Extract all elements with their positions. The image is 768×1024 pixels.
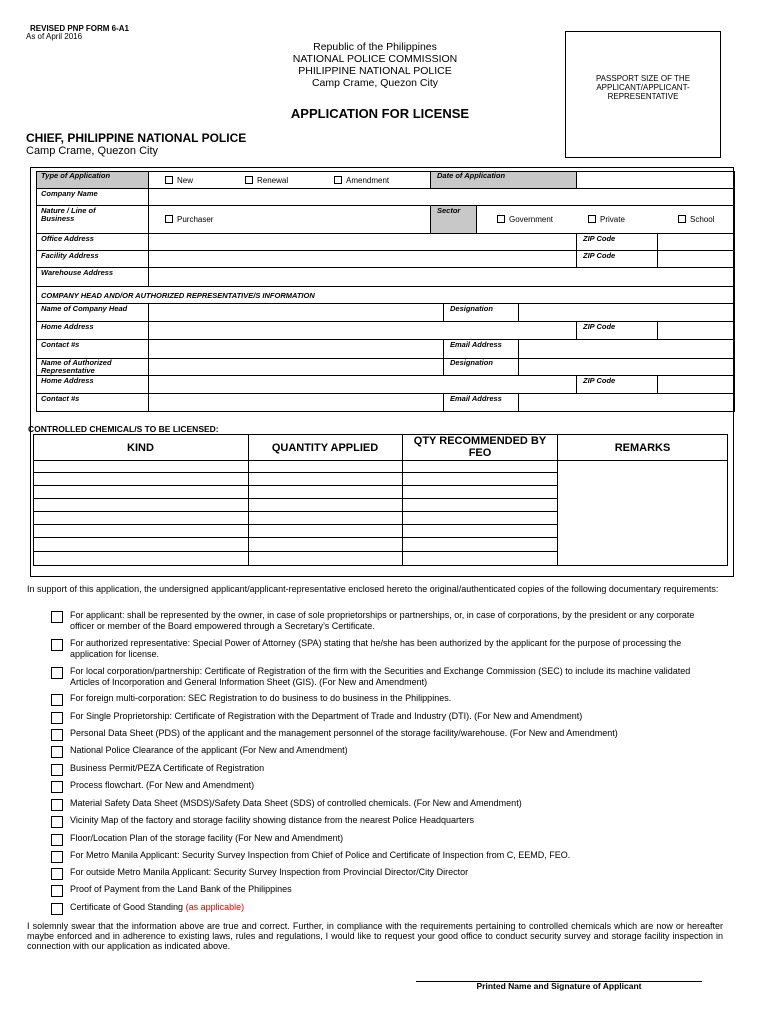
rep-email-label: Email Address [450,394,502,403]
chemicals-header-quantity: QUANTITY APPLIED [271,442,379,454]
requirement-checkbox[interactable] [51,903,63,915]
type-new-checkbox[interactable]: New [165,176,193,186]
company-head-name-label: Name of Company Head [41,304,128,313]
signature-label: Printed Name and Signature of Applicant [476,981,642,991]
rep-contact-input[interactable] [148,393,444,412]
type-renewal-checkbox[interactable]: Renewal [245,176,288,186]
requirement-text: For outside Metro Manila Applicant: Security Survey Inspection from Provincial Director/City Director [70,867,469,877]
company-name-label: Company Name [41,189,98,198]
warehouse-address-label: Warehouse Address [41,268,114,277]
office-address-label: Office Address [41,234,94,243]
requirement-text: Personal Data Sheet (PDS) of the applicant and the management personnel of the storage facility/warehouse. (For New and Amendment) [70,728,618,738]
requirement-checkbox[interactable] [51,868,63,880]
office-zip-label: ZIP Code [583,234,616,243]
requirement-checkbox[interactable] [51,816,63,828]
company-head-email-input[interactable] [518,339,735,359]
requirement-text: For foreign multi-corporation: SEC Registration to do business to do business in the Philippines. [70,693,452,703]
requirement-checkbox[interactable] [51,834,63,846]
requirement-text: Certificate of Good Standing (as applicable) [70,902,245,912]
type-amendment-checkbox[interactable]: Amendment [334,176,389,186]
company-head-designation-input[interactable] [518,303,735,322]
facility-address-input[interactable] [148,250,577,268]
rep-home-input[interactable] [148,375,577,394]
requirement-note: (as applicable) [185,902,245,912]
office-zip-input[interactable] [657,233,735,251]
chemicals-title: CONTROLLED CHEMICAL/S TO BE LICENSED: [28,424,219,434]
chemicals-header-kind: KIND [127,442,154,454]
requirement-checkbox[interactable] [51,694,63,706]
sector-school-checkbox[interactable]: School [678,215,714,225]
addressee-name: CHIEF, PHILIPPINE NATIONAL POLICE [26,131,247,145]
requirement-checkbox[interactable] [51,885,63,897]
rep-zip-label: ZIP Code [583,376,616,385]
form-date: As of April 2016 [26,32,83,41]
company-head-name-input[interactable] [148,303,444,322]
addressee-place: Camp Crame, Quezon City [26,145,159,157]
requirement-text: Floor/Location Plan of the storage facility (For New and Amendment) [70,833,344,843]
company-name-input[interactable] [148,188,735,206]
requirement-checkbox[interactable] [51,729,63,741]
purchaser-checkbox[interactable]: Purchaser [165,215,213,225]
requirement-text: Material Safety Data Sheet (MSDS)/Safety Data Sheet (SDS) of controlled chemicals. (For New and Amendment) [70,798,522,808]
chemicals-header-recommended: QTY RECOMMENDED BY FEO [413,435,547,459]
requirement-text: For authorized representative: Special Power of Attorney (SPA) stating that he/she has been authorized by the applicant for the purpose of processing the application for license. [70,638,682,659]
requirement-checkbox[interactable] [51,667,63,679]
date-input[interactable] [576,171,735,189]
date-label: Date of Application [437,171,506,180]
rep-zip-input[interactable] [657,375,735,394]
rep-designation-input[interactable] [518,358,735,376]
requirement-checkbox[interactable] [51,781,63,793]
requirement-text: For local corporation/partnership: Certificate of Registration of the firm with the Securities and Exchange Commission (SEC) to include its machine validated Articles of Incorporation and General Information Sheet (GIS). (For New and Amendment) [70,666,691,687]
chemicals-table [33,434,728,566]
requirement-checkbox[interactable] [51,746,63,758]
oath-paragraph: I solemnly swear that the information above are true and correct. Further, in compliance with the requirements pertaining to controlled chemicals which are now or hereafter maybe enforced and in adherence to existing laws, rules and regulations, I would like to request your good office to conduct security survey and storage facility inspection in connection with our application as indicated above. [27,921,723,951]
requirement-checkbox[interactable] [51,639,63,651]
requirement-text: For Metro Manila Applicant: Security Survey Inspection from Chief of Police and Certificate of Inspection from C, EEMD, FEO. [70,850,571,860]
facility-zip-label: ZIP Code [583,251,616,260]
requirement-text: Process flowchart. (For New and Amendment) [70,780,255,790]
requirement-checkbox[interactable] [51,799,63,811]
office-address-input[interactable] [148,233,577,251]
facility-address-label: Facility Address [41,251,99,260]
photo-box[interactable] [565,31,721,158]
requirement-text: National Police Clearance of the applicant (For New and Amendment) [70,745,348,755]
sector-private-checkbox[interactable]: Private [588,215,625,225]
photo-box-label: PASSPORT SIZE OF THE APPLICANT/APPLICANT-REPRESENTATIVE [595,74,691,101]
rep-name-label: Name of Authorized Representative [41,358,112,375]
company-head-designation-label: Designation [450,304,493,313]
nature-label: Nature / Line of Business [41,206,96,223]
rep-email-input[interactable] [518,393,735,412]
header-pnp: PHILIPPINE NATIONAL POLICE [298,65,452,77]
sector-label: Sector [437,206,461,215]
header-republic: Republic of the Philippines [313,41,437,53]
requirement-checkbox[interactable] [51,611,63,623]
requirement-text: Vicinity Map of the factory and storage facility showing distance from the nearest Police Headquarters [70,815,475,825]
requirement-text: Proof of Payment from the Land Bank of the Philippines [70,884,292,894]
chemicals-header-remarks: REMARKS [614,442,671,454]
company-head-home-label: Home Address [41,322,94,331]
warehouse-address-input[interactable] [148,267,735,287]
company-head-email-label: Email Address [450,340,502,349]
requirement-text: For applicant: shall be represented by the owner, in case of sole proprietorships or partnerships, or, in case of corporations, by the president or any corporate officer or member of the Board empowered through a Secretary’s Certificate. [70,610,695,631]
rep-home-label: Home Address [41,376,94,385]
requirement-text: For Single Proprietorship: Certificate of Registration with the Department of Trade and Industry (DTI). (For New and Amendment) [70,711,583,721]
rep-name-input[interactable] [148,358,444,376]
rep-designation-label: Designation [450,358,493,367]
header-camp: Camp Crame, Quezon City [311,77,439,89]
rep-contact-label: Contact #s [41,394,80,403]
page-title: APPLICATION FOR LICENSE [290,106,470,121]
requirement-text: Business Permit/PEZA Certificate of Registration [70,763,265,773]
company-head-section-title: COMPANY HEAD AND/OR AUTHORIZED REPRESENTATIVE/S INFORMATION [41,291,315,300]
company-head-contact-label: Contact #s [41,340,80,349]
type-label: Type of Application [41,171,111,180]
requirement-checkbox[interactable] [51,851,63,863]
company-head-home-input[interactable] [148,321,577,340]
company-head-zip-label: ZIP Code [583,322,616,331]
company-head-zip-input[interactable] [657,321,735,340]
facility-zip-input[interactable] [657,250,735,268]
sector-government-checkbox[interactable]: Government [497,215,553,225]
requirement-checkbox[interactable] [51,764,63,776]
header-napolcom: NATIONAL POLICE COMMISSION [292,53,458,65]
company-head-contact-input[interactable] [148,339,444,359]
requirements-intro: In support of this application, the undersigned applicant/applicant-representative enclosed hereto the original/authenticated copies of the following documentary requirements: [27,584,719,594]
requirement-checkbox[interactable] [51,712,63,724]
form-number: REVISED PNP FORM 6-A1 [30,24,129,33]
